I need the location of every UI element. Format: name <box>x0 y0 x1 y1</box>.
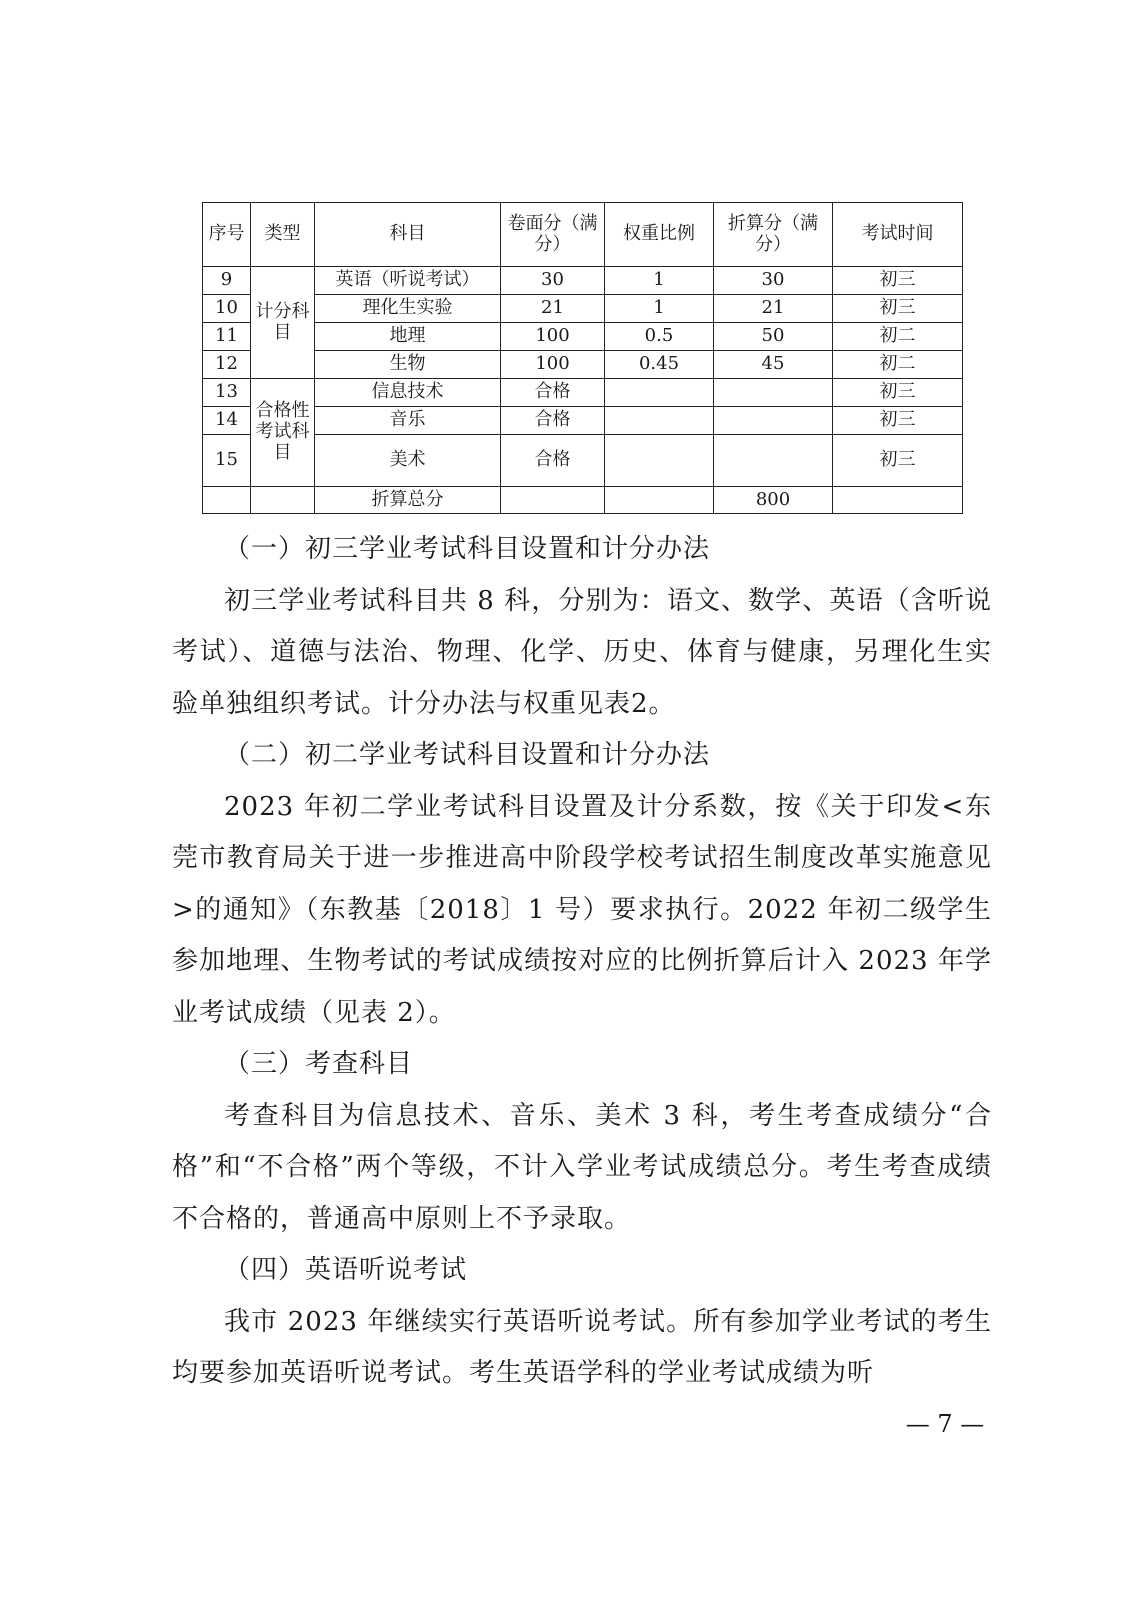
cell-converted: 50 <box>714 323 833 351</box>
cell-empty <box>203 487 251 514</box>
section-heading-2: （二）初二学业考试科目设置和计分办法 <box>224 740 711 770</box>
cell-no: 15 <box>203 435 251 487</box>
cell-converted: 30 <box>714 267 833 295</box>
cell-subject: 英语（听说考试） <box>315 267 501 295</box>
cell-subject: 生物 <box>315 351 501 379</box>
section-heading-4: （四）英语听说考试 <box>224 1255 468 1285</box>
cell-weight: 1 <box>605 267 714 295</box>
cell-score: 21 <box>501 295 605 323</box>
cell-converted: 21 <box>714 295 833 323</box>
table-header-row <box>203 203 963 267</box>
cell-weight <box>605 379 714 407</box>
cell-no: 10 <box>203 295 251 323</box>
cell-empty <box>501 487 605 514</box>
cell-empty <box>833 487 963 514</box>
cell-score: 100 <box>501 323 605 351</box>
document-body <box>172 524 992 1400</box>
table-row <box>203 379 963 407</box>
cell-score: 合格 <box>501 407 605 435</box>
cell-total-label: 折算总分 <box>315 487 501 514</box>
cell-time: 初二 <box>833 351 963 379</box>
cell-subject: 信息技术 <box>315 379 501 407</box>
cell-subject: 理化生实验 <box>315 295 501 323</box>
table-row <box>203 295 963 323</box>
score-table <box>202 202 963 514</box>
cell-weight: 0.5 <box>605 323 714 351</box>
cell-converted: 45 <box>714 351 833 379</box>
table-row <box>203 435 963 487</box>
section-paragraph-1: 初三学业考试科目共 8 科，分别为：语文、数学、英语（含听说考试）、道德与法治、物理、化学、历史、体育与健康，另理化生实验单独组织考试。计分办法与权重见表2。 <box>172 585 992 719</box>
cell-total-value: 800 <box>714 487 833 514</box>
cell-converted <box>714 435 833 487</box>
cell-time: 初三 <box>833 435 963 487</box>
table-row <box>203 351 963 379</box>
page-number: — 7 — <box>905 1410 985 1438</box>
section-heading-3: （三）考查科目 <box>224 1049 414 1079</box>
section-heading-1: （一）初三学业考试科目设置和计分办法 <box>224 534 711 564</box>
cell-subject: 音乐 <box>315 407 501 435</box>
cell-empty <box>605 487 714 514</box>
header-weight: 权重比例 <box>605 203 714 267</box>
table-row <box>203 323 963 351</box>
cell-type-pass: 合格性考试科目 <box>251 379 315 487</box>
header-raw-score: 卷面分（满分） <box>501 203 605 267</box>
cell-empty <box>251 487 315 514</box>
cell-weight: 0.45 <box>605 351 714 379</box>
section-paragraph-4: 我市 2023 年继续实行英语听说考试。所有参加学业考试的考生均要参加英语听说考试。考生英语学科的学业考试成绩为听 <box>172 1306 992 1388</box>
table-row <box>203 407 963 435</box>
cell-no: 13 <box>203 379 251 407</box>
cell-score: 合格 <box>501 435 605 487</box>
cell-subject: 美术 <box>315 435 501 487</box>
section-paragraph-3: 考查科目为信息技术、音乐、美术 3 科，考生考查成绩分“合格”和“不合格”两个等级，不计入学业考试成绩总分。考生考查成绩不合格的，普通高中原则上不予录取。 <box>172 1100 992 1234</box>
cell-type-scored: 计分科目 <box>251 267 315 379</box>
header-subject: 科目 <box>315 203 501 267</box>
cell-converted <box>714 407 833 435</box>
header-type: 类型 <box>251 203 315 267</box>
cell-subject: 地理 <box>315 323 501 351</box>
header-converted-score: 折算分（满分） <box>714 203 833 267</box>
cell-no: 14 <box>203 407 251 435</box>
table-row <box>203 267 963 295</box>
header-exam-time: 考试时间 <box>833 203 963 267</box>
cell-time: 初三 <box>833 407 963 435</box>
cell-weight: 1 <box>605 295 714 323</box>
cell-score: 合格 <box>501 379 605 407</box>
cell-time: 初三 <box>833 379 963 407</box>
cell-no: 12 <box>203 351 251 379</box>
cell-no: 11 <box>203 323 251 351</box>
cell-time: 初二 <box>833 323 963 351</box>
cell-score: 100 <box>501 351 605 379</box>
cell-time: 初三 <box>833 295 963 323</box>
header-no: 序号 <box>203 203 251 267</box>
section-paragraph-2: 2023 年初二学业考试科目设置及计分系数，按《关于印发<东莞市教育局关于进一步推进高中阶段学校考试招生制度改革实施意见>的通知》（东教基〔2018〕1 号）要求执行。2022 年初二级学生参加地理、生物考试的考试成绩按对应的比例折算后计入 2023 年学业考试成绩（见表 2）。 <box>172 791 992 1028</box>
cell-time: 初三 <box>833 267 963 295</box>
cell-score: 30 <box>501 267 605 295</box>
cell-weight <box>605 407 714 435</box>
score-table-container <box>202 202 962 514</box>
cell-weight <box>605 435 714 487</box>
cell-no: 9 <box>203 267 251 295</box>
table-total-row <box>203 487 963 514</box>
cell-converted <box>714 379 833 407</box>
